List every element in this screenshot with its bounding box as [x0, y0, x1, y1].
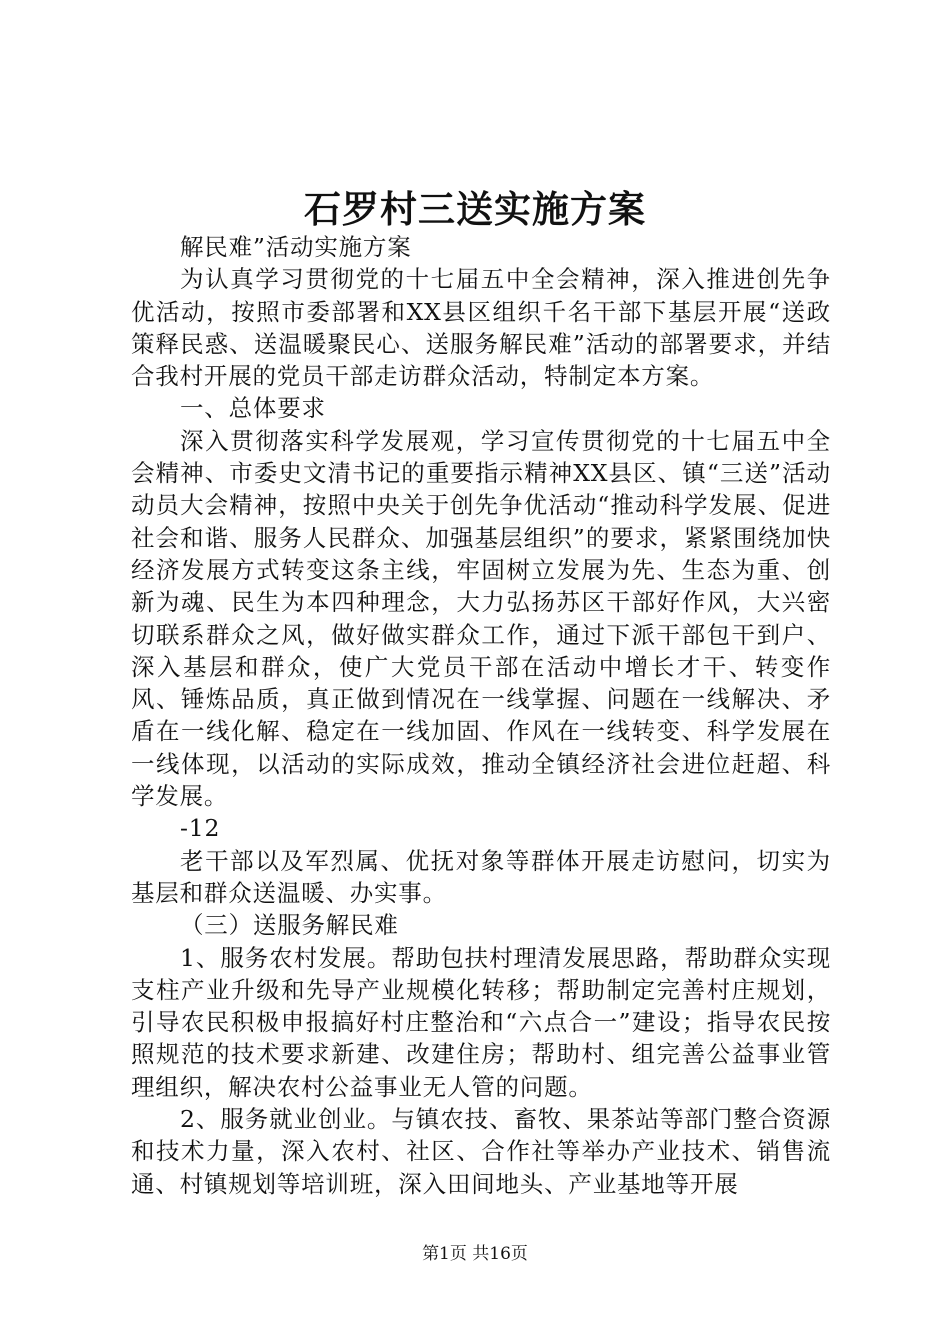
paragraph-service-rural: 1、服务农村发展。帮助包扶村理清发展思路，帮助群众实现支柱产业升级和先导产业规模化转移；帮助制定完善村庄规划，引导农民积极申报搞好村庄整治和“六点合一”建设；指导农民按照规范的技术要求新建、改建住房；帮助村、组完善公益事业管理组织，解决农村公益事业无人管的问题。	[131, 943, 831, 1101]
paragraph-intro: 为认真学习贯彻党的十七届五中全会精神，深入推进创先争优活动，按照市委部署和XX县区组织千名干部下基层开展“送政策释民惑、送温暖聚民心、送服务解民难”活动的部署要求，并结合我村开展的党员干部走访群众活动，特制定本方案。	[131, 265, 831, 391]
page-footer: 第1页 共16页	[422, 1244, 528, 1264]
paragraph-general-requirements: 深入贯彻落实科学发展观，学习宣传贯彻党的十七届五中全会精神、市委史文清书记的重要指示精神XX县区、镇“三送”活动动员大会精神，按照中央关于创先争优活动“推动科学发展、促进社会和谐、服务人民群众、加强基层组织”的要求，紧紧围绕加快经济发展方式转变这条主线，牢固树立发展为先、生态为重、创新为魂、民生为本四种理念，大力弘扬苏区干部好作风，大兴密切联系群众之风，做好做实群众工作，通过下派干部包干到户、深入基层和群众，使广大党员干部在活动中增长才干、转变作风、锤炼品质，真正做到情况在一线掌握、问题在一线解决、矛盾在一线化解、稳定在一线加固、作风在一线转变、科学发展在一线体现，以活动的实际成效，推动全镇经济社会进位赶超、科学发展。	[131, 426, 831, 811]
paragraph-visits: 老干部以及军烈属、优抚对象等群体开展走访慰问，切实为基层和群众送温暖、办实事。	[131, 846, 831, 907]
paragraph-subtitle: 解民难”活动实施方案	[180, 233, 412, 261]
document-body	[131, 231, 831, 1200]
section-heading-services: （三）送服务解民难	[180, 911, 399, 940]
document-title: 石罗村三送实施方案	[304, 187, 646, 231]
section-heading-general-requirements: 一、总体要求	[180, 394, 326, 423]
page-marker: -12	[180, 814, 221, 843]
paragraph-service-employment: 2、服务就业创业。与镇农技、畜牧、果茶站等部门整合资源和技术力量，深入农村、社区、合作社等举办产业技术、销售流通、村镇规划等培训班，深入田间地头、产业基地等开展	[131, 1105, 831, 1198]
